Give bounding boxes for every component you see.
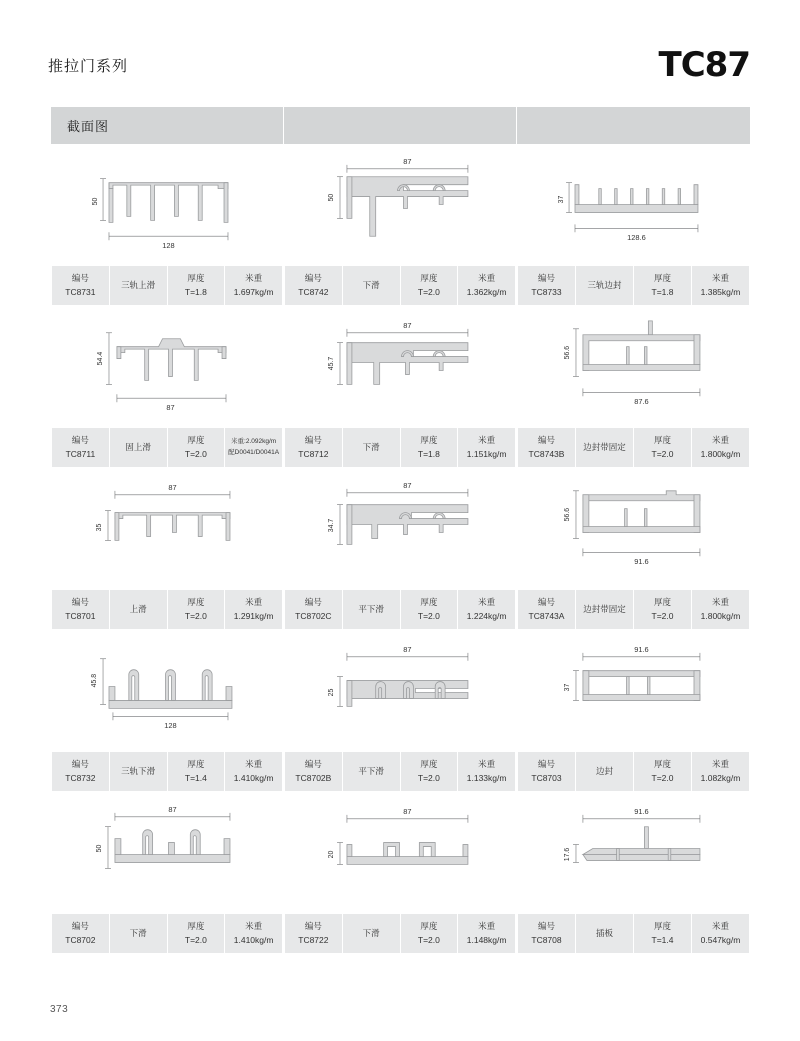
- value-code: TC8702C: [295, 610, 332, 621]
- spec-cell-tc8722: [284, 913, 517, 955]
- profile-drawing-tc8712: [284, 307, 516, 426]
- value-name: 三轨下滑: [121, 765, 156, 776]
- figure-row-2: [51, 307, 751, 427]
- value-weight: 1.362kg/m: [466, 286, 507, 297]
- label-thickness: 厚度: [653, 759, 671, 770]
- spec-row-3: [51, 589, 751, 631]
- value-code: TC8731: [65, 286, 96, 297]
- figure-cell-tc8731: [51, 145, 284, 265]
- spec-name: [576, 914, 634, 954]
- spec-code: [518, 590, 576, 630]
- spec-code: [52, 752, 110, 792]
- label-thickness: 厚度: [187, 435, 205, 446]
- label-weight: 米重: [478, 273, 496, 284]
- spec-name: [342, 590, 400, 630]
- value-weight: 1.697kg/m: [233, 286, 274, 297]
- value-code: TC8722: [298, 934, 329, 945]
- spec-name: [342, 266, 400, 306]
- label-weight: 米重: [245, 921, 263, 932]
- profile-drawing-tc8711: [51, 307, 283, 426]
- spec-cell-tc8708: [517, 913, 751, 955]
- value-weight: 1.410kg/m: [233, 934, 274, 945]
- svg-text:128: 128: [162, 241, 175, 251]
- spec-code: [52, 266, 110, 306]
- profile-drawing-tc8722: [284, 793, 516, 912]
- label-weight: 米重: [711, 759, 729, 770]
- value-name: 下滑: [362, 927, 380, 938]
- label-code: 编号: [304, 921, 322, 932]
- value-weight: 1.291kg/m: [233, 610, 274, 621]
- spec-code: [518, 428, 576, 468]
- label-thickness: 厚度: [653, 921, 671, 932]
- label-weight: 米重: [711, 435, 729, 446]
- value-weight: 1.148kg/m: [466, 934, 507, 945]
- value-weight: 米重:2.092kg/m: [231, 438, 277, 446]
- spec-cell-tc8711: [51, 427, 284, 469]
- spec-code: [52, 914, 110, 954]
- spec-code: [52, 428, 110, 468]
- value-thickness: T=1.8: [651, 286, 674, 297]
- profile-table: [50, 106, 750, 955]
- profile-drawing-tc8731: [51, 145, 283, 264]
- label-thickness: 厚度: [187, 921, 205, 932]
- figure-cell-tc8702: [51, 793, 284, 913]
- spec-weight: [458, 428, 516, 468]
- figure-cell-tc8701: [51, 469, 284, 589]
- value-weight: 1.082kg/m: [700, 772, 741, 783]
- spec-weight: [692, 590, 750, 630]
- profile-drawing-tc8743b: [517, 307, 750, 426]
- svg-text:37: 37: [564, 683, 572, 692]
- value-thickness: T=2.0: [184, 610, 207, 621]
- svg-text:87: 87: [403, 320, 412, 330]
- value-name: 平下滑: [358, 765, 384, 776]
- label-thickness: 厚度: [420, 435, 438, 446]
- value-thickness: T=1.4: [651, 934, 674, 945]
- figure-cell-tc8703: [517, 631, 751, 751]
- value-thickness: T=2.0: [184, 448, 207, 459]
- label-code: 编号: [71, 921, 89, 932]
- spec-row-4: [51, 751, 751, 793]
- spec-thickness: [634, 590, 692, 630]
- spec-thickness: [400, 428, 458, 468]
- label-weight: 米重: [478, 921, 496, 932]
- spec-name: [342, 914, 400, 954]
- figure-row-1: [51, 145, 751, 265]
- value-name: 下滑: [362, 441, 380, 452]
- spec-cell-tc8702c: [284, 589, 517, 631]
- profile-drawing-tc8743a: [517, 469, 750, 588]
- label-weight: 米重: [711, 597, 729, 608]
- spec-cell-tc8702: [51, 913, 284, 955]
- value-thickness: T=2.0: [184, 934, 207, 945]
- page-header: [0, 0, 800, 92]
- spec-cell-tc8703: [517, 751, 751, 793]
- figure-cell-tc8711: [51, 307, 284, 427]
- figure-cell-tc8712: [284, 307, 517, 427]
- section-header-cell-3: [517, 107, 751, 145]
- svg-text:35: 35: [96, 523, 104, 532]
- svg-text:87: 87: [403, 644, 412, 654]
- svg-text:128.6: 128.6: [627, 233, 646, 243]
- label-thickness: 厚度: [653, 597, 671, 608]
- value-name: 边封带固定: [583, 603, 626, 614]
- svg-text:56.6: 56.6: [564, 345, 572, 360]
- value-thickness: T=2.0: [417, 286, 440, 297]
- profile-drawing-tc8702: [51, 793, 283, 912]
- label-thickness: 厚度: [420, 759, 438, 770]
- spec-name: [576, 266, 634, 306]
- value-name: 边封: [595, 765, 613, 776]
- spec-thickness: [634, 266, 692, 306]
- spec-weight: [458, 590, 516, 630]
- value-weight: 1.133kg/m: [466, 772, 507, 783]
- svg-text:50: 50: [96, 844, 104, 853]
- svg-text:87: 87: [168, 482, 177, 492]
- value-name: 下滑: [362, 279, 380, 290]
- svg-text:91.6: 91.6: [634, 557, 649, 567]
- value-weight: 1.800kg/m: [700, 610, 741, 621]
- svg-text:34.7: 34.7: [328, 518, 336, 533]
- spec-thickness: [400, 914, 458, 954]
- section-header-cell: [51, 107, 284, 145]
- svg-text:91.6: 91.6: [634, 644, 649, 654]
- label-code: 编号: [71, 759, 89, 770]
- spec-thickness: [167, 752, 225, 792]
- spec-name: [109, 266, 167, 306]
- spec-cell-tc8732: [51, 751, 284, 793]
- label-thickness: 厚度: [187, 759, 205, 770]
- spec-code: [518, 752, 576, 792]
- spec-thickness: [400, 752, 458, 792]
- spec-row-5: [51, 913, 751, 955]
- value-code: TC8702B: [295, 772, 332, 783]
- spec-weight: [225, 590, 283, 630]
- series-code: TC87: [658, 45, 750, 85]
- figure-cell-tc8742: [284, 145, 517, 265]
- label-thickness: 厚度: [420, 921, 438, 932]
- figure-cell-tc8732: [51, 631, 284, 751]
- label-weight: 米重: [478, 759, 496, 770]
- svg-text:87: 87: [403, 156, 412, 166]
- value-code: TC8702: [65, 934, 96, 945]
- label-weight: 米重: [478, 435, 496, 446]
- svg-text:20: 20: [328, 850, 336, 859]
- value-code: TC8712: [298, 448, 329, 459]
- value-code: TC8742: [298, 286, 329, 297]
- spec-thickness: [167, 914, 225, 954]
- value-code: TC8743B: [528, 448, 565, 459]
- spec-weight: [458, 752, 516, 792]
- spec-row-2: [51, 427, 751, 469]
- value-name: 三轨上滑: [121, 279, 156, 290]
- spec-code: [285, 914, 343, 954]
- section-header-label: 截面图: [67, 119, 110, 134]
- svg-text:87: 87: [403, 806, 412, 816]
- spec-thickness: [634, 914, 692, 954]
- profile-drawing-tc8702b: [284, 631, 516, 750]
- svg-text:25: 25: [328, 688, 336, 697]
- spec-weight: [225, 428, 283, 468]
- label-thickness: 厚度: [187, 597, 205, 608]
- section-header-cell-2: [284, 107, 517, 145]
- spec-row-1: [51, 265, 751, 307]
- value-weight: 1.385kg/m: [700, 286, 741, 297]
- spec-weight: [225, 752, 283, 792]
- value-thickness: T=1.4: [184, 772, 207, 783]
- label-thickness: 厚度: [187, 273, 205, 284]
- value-thickness: T=1.8: [417, 448, 440, 459]
- spec-name: [576, 752, 634, 792]
- label-thickness: 厚度: [420, 273, 438, 284]
- spec-code: [285, 590, 343, 630]
- spec-cell-tc8733: [517, 265, 751, 307]
- label-weight: 米重: [245, 759, 263, 770]
- spec-name: [109, 752, 167, 792]
- spec-thickness: [167, 428, 225, 468]
- value-name: 平下滑: [358, 603, 384, 614]
- figure-cell-tc8733: [517, 145, 751, 265]
- spec-code: [285, 428, 343, 468]
- svg-text:87: 87: [168, 804, 177, 814]
- spec-name: [109, 428, 167, 468]
- svg-text:45.8: 45.8: [91, 673, 99, 688]
- spec-cell-tc8702b: [284, 751, 517, 793]
- profile-drawing-tc8708: [517, 793, 750, 912]
- label-code: 编号: [537, 273, 555, 284]
- value-code: TC8711: [65, 448, 96, 459]
- spec-thickness: [634, 428, 692, 468]
- figure-row-3: [51, 469, 751, 589]
- spec-name: [109, 914, 167, 954]
- table-header-row: [51, 107, 751, 145]
- figure-cell-tc8722: [284, 793, 517, 913]
- value-weight: 1.410kg/m: [233, 772, 274, 783]
- spec-thickness: [167, 590, 225, 630]
- spec-code: [285, 752, 343, 792]
- value-thickness: T=2.0: [651, 610, 674, 621]
- label-code: 编号: [304, 597, 322, 608]
- value-code: TC8732: [65, 772, 96, 783]
- spec-cell-tc8701: [51, 589, 284, 631]
- spec-weight: [692, 752, 750, 792]
- figure-cell-tc8702b: [284, 631, 517, 751]
- svg-text:91.6: 91.6: [634, 806, 649, 816]
- page-number: 373: [50, 1004, 69, 1015]
- value-code: TC8743A: [528, 610, 565, 621]
- value-name: 插板: [595, 927, 613, 938]
- figure-row-4: [51, 631, 751, 751]
- label-code: 编号: [304, 273, 322, 284]
- spec-cell-tc8742: [284, 265, 517, 307]
- spec-cell-tc8712: [284, 427, 517, 469]
- spec-cell-tc8743b: [517, 427, 751, 469]
- value-weight: 1.224kg/m: [466, 610, 507, 621]
- spec-code: [52, 590, 110, 630]
- label-weight: 米重: [478, 597, 496, 608]
- spec-cell-tc8743a: [517, 589, 751, 631]
- label-code: 编号: [537, 759, 555, 770]
- label-code: 编号: [304, 759, 322, 770]
- spec-name: [576, 590, 634, 630]
- value-code: TC8733: [531, 286, 562, 297]
- profile-drawing-tc8701: [51, 469, 283, 588]
- svg-text:17.6: 17.6: [564, 847, 572, 862]
- svg-text:50: 50: [328, 193, 336, 202]
- label-code: 编号: [304, 435, 322, 446]
- spec-name: [109, 590, 167, 630]
- value-name: 下滑: [129, 927, 147, 938]
- value-code: TC8703: [531, 772, 562, 783]
- label-thickness: 厚度: [420, 597, 438, 608]
- value-thickness: T=2.0: [651, 772, 674, 783]
- spec-code: [285, 266, 343, 306]
- label-weight: 米重: [245, 597, 263, 608]
- spec-thickness: [634, 752, 692, 792]
- spec-weight: [458, 266, 516, 306]
- profile-drawing-tc8702c: [284, 469, 516, 588]
- spec-weight: [225, 914, 283, 954]
- spec-thickness: [400, 590, 458, 630]
- svg-text:128: 128: [164, 721, 177, 731]
- svg-text:37: 37: [558, 195, 566, 204]
- svg-text:45.7: 45.7: [328, 356, 336, 371]
- spec-weight: [458, 914, 516, 954]
- spec-code: [518, 266, 576, 306]
- svg-text:87: 87: [403, 480, 412, 490]
- value-weight: 1.151kg/m: [466, 448, 507, 459]
- spec-weight: [692, 914, 750, 954]
- value-weight-note: 配D0041/D0041A: [228, 448, 280, 456]
- spec-name: [342, 428, 400, 468]
- spec-name: [342, 752, 400, 792]
- label-code: 编号: [537, 597, 555, 608]
- value-weight: 1.800kg/m: [700, 448, 741, 459]
- spec-name: [576, 428, 634, 468]
- profile-drawing-tc8703: [517, 631, 750, 750]
- label-weight: 米重: [711, 921, 729, 932]
- value-code: TC8708: [531, 934, 562, 945]
- svg-text:54.4: 54.4: [97, 351, 105, 366]
- spec-code: [518, 914, 576, 954]
- svg-text:50: 50: [92, 197, 100, 206]
- figure-cell-tc8708: [517, 793, 751, 913]
- label-weight: 米重: [711, 273, 729, 284]
- profile-drawing-tc8733: [517, 145, 750, 264]
- label-thickness: 厚度: [653, 273, 671, 284]
- svg-text:56.6: 56.6: [564, 507, 572, 522]
- svg-text:87: 87: [166, 403, 175, 413]
- value-code: TC8701: [65, 610, 96, 621]
- value-thickness: T=2.0: [417, 610, 440, 621]
- label-code: 编号: [71, 435, 89, 446]
- profile-drawing-tc8742: [284, 145, 516, 264]
- value-thickness: T=2.0: [417, 934, 440, 945]
- profile-drawing-tc8732: [51, 631, 283, 750]
- spec-cell-tc8731: [51, 265, 284, 307]
- figure-cell-tc8743a: [517, 469, 751, 589]
- spec-weight: [225, 266, 283, 306]
- value-name: 边封带固定: [583, 441, 626, 452]
- label-code: 编号: [537, 921, 555, 932]
- value-thickness: T=1.8: [184, 286, 207, 297]
- value-name: 三轨边封: [587, 279, 622, 290]
- value-name: 上滑: [129, 603, 147, 614]
- label-code: 编号: [537, 435, 555, 446]
- spec-thickness: [167, 266, 225, 306]
- spec-thickness: [400, 266, 458, 306]
- label-code: 编号: [71, 273, 89, 284]
- figure-cell-tc8702c: [284, 469, 517, 589]
- value-thickness: T=2.0: [417, 772, 440, 783]
- series-title: 推拉门系列: [48, 58, 129, 75]
- label-thickness: 厚度: [653, 435, 671, 446]
- figure-row-5: [51, 793, 751, 913]
- spec-weight: [692, 428, 750, 468]
- value-thickness: T=2.0: [651, 448, 674, 459]
- label-code: 编号: [71, 597, 89, 608]
- spec-weight: [692, 266, 750, 306]
- svg-text:87.6: 87.6: [634, 397, 649, 407]
- value-weight: 0.547kg/m: [700, 934, 741, 945]
- label-weight: 米重: [245, 273, 263, 284]
- figure-cell-tc8743b: [517, 307, 751, 427]
- value-name: 固上滑: [125, 441, 151, 452]
